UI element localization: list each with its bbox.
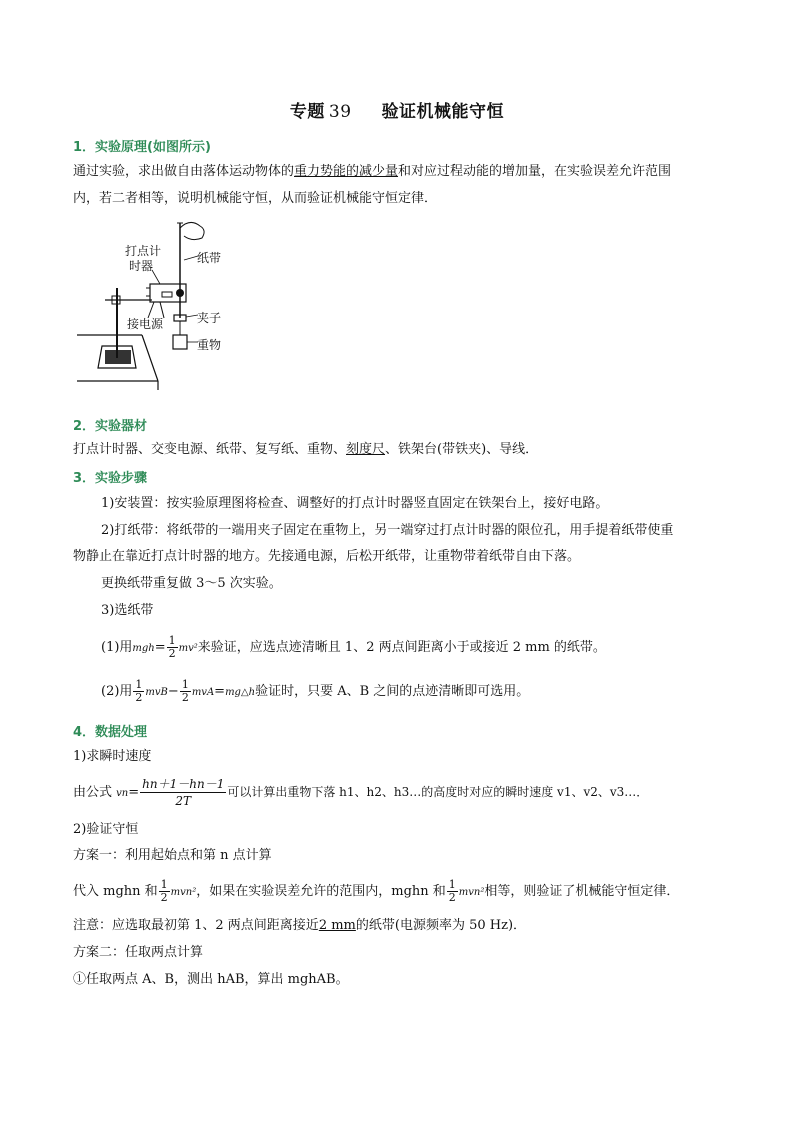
- formula-den: 2T: [175, 794, 192, 808]
- c2-den-2: 2: [181, 691, 189, 704]
- label-tape: 纸带: [197, 251, 222, 265]
- p1-den-1: 2: [160, 891, 168, 904]
- step-2-line-1: 2)打纸带：将纸带的一端用夹子固定在重物上，另一端穿过打点计时器的限位孔，用手提着纸带使重: [101, 523, 674, 538]
- apparatus-diagram: [72, 218, 262, 390]
- s2-text-b: 、铁架台(带铁夹)、导线．: [385, 442, 539, 457]
- sub-2: 2)验证守恒: [73, 822, 139, 837]
- p1-den-2: 2: [448, 891, 456, 904]
- plan-2: 方案二：任取两点计算: [73, 945, 204, 960]
- title-main: 验证机械能守恒: [381, 102, 505, 122]
- s1-underlined: 重力势能的减少量: [294, 164, 399, 179]
- p1-text-a: 代入 mghn 和: [73, 884, 158, 899]
- criterion-1: [101, 632, 761, 665]
- c1-mgh: mgh: [132, 643, 155, 654]
- c2-mvb: mvB: [145, 687, 168, 698]
- c1-eq: =: [154, 640, 166, 655]
- c1-num: 1: [168, 634, 176, 647]
- section-1-heading: 1．实验原理(如图所示): [73, 140, 211, 155]
- page-title: [0, 97, 794, 122]
- formula-fraction: [140, 776, 226, 809]
- step-3: 3)选纸带: [101, 603, 154, 618]
- c1-text: 来验证，应选点迹清晰且 1、2 两点间距离小于或接近 2 mm 的纸带。: [197, 640, 606, 655]
- p1-mvn: mvn²: [170, 887, 197, 898]
- step-2-line-2: 物静止在靠近打点计时器的地方。先接通电源，后松开纸带，让重物带着纸带自由下落。: [73, 549, 581, 564]
- sub-1: 1)求瞬时速度: [73, 749, 152, 764]
- apparatus-drawing: [72, 218, 262, 390]
- repeat-note: 更换纸带重复做 3～5 次实验。: [101, 576, 282, 591]
- c2-prefix: (2)用: [101, 684, 133, 699]
- p1-num-2: 1: [448, 878, 456, 891]
- label-timer-line-2: 时器: [129, 259, 154, 273]
- note: [73, 916, 733, 936]
- c2-num-2: 1: [181, 678, 189, 691]
- formula-text: 可以计算出重物下落 h1、h2、h3…的高度时对应的瞬时速度 v1、v2、v3…．: [227, 785, 649, 799]
- plan-2-step-1: ①任取两点 A、B，测出 hAB，算出 mghAB。: [73, 972, 349, 987]
- s2-underlined: 刻度尺: [346, 442, 386, 457]
- p1-fraction-1: [159, 879, 170, 904]
- section-3-heading: 3．实验步骤: [73, 471, 148, 486]
- note-text-b: 的纸带(电源频率为 50 Hz)．: [355, 918, 527, 933]
- label-weight: 重物: [197, 338, 222, 352]
- title-prefix: 专题: [289, 102, 325, 122]
- c1-mv2: mv²: [178, 643, 198, 654]
- c1-prefix: (1)用: [101, 640, 133, 655]
- c2-minus: −: [167, 684, 179, 699]
- p1-fraction-2: [447, 879, 458, 904]
- plan-1-formula: [73, 876, 753, 909]
- formula-num: hn＋1－hn－1: [142, 777, 225, 791]
- label-timer-line-1: 打点计: [125, 244, 162, 258]
- criterion-2: [101, 676, 761, 709]
- s2-text-a: 打点计时器、交变电源、纸带、复写纸、重物、: [73, 442, 347, 457]
- c2-fraction-1: [133, 679, 144, 704]
- formula-vn: vn: [116, 788, 129, 799]
- note-underlined: 2 mm: [318, 918, 356, 933]
- section-1-line-1: [73, 162, 733, 182]
- c1-den: 2: [168, 647, 176, 660]
- formula-eq: =: [128, 785, 140, 800]
- s1-text-b: 和对应过程动能的增加量，在实验误差允许范围: [398, 164, 672, 179]
- p1-text-c: 相等，则验证了机械能守恒定律．: [484, 884, 680, 899]
- section-2-line: [73, 440, 733, 460]
- s1-text-a: 通过实验，求出做自由落体运动物体的: [73, 164, 295, 179]
- c2-eq: =: [214, 684, 226, 699]
- c2-num-1: 1: [135, 678, 143, 691]
- p1-text-b: ，如果在实验误差允许的范围内，mghn 和: [196, 884, 446, 899]
- formula-prefix: 由公式: [73, 785, 117, 800]
- section-2-heading: 2．实验器材: [73, 419, 148, 434]
- section-4-heading: 4．数据处理: [73, 725, 148, 740]
- c2-mgdh: mg△h: [225, 687, 256, 698]
- c2-den-1: 2: [135, 691, 143, 704]
- c2-text: 验证时，只要 A、B 之间的点迹清晰即可选用。: [255, 684, 530, 699]
- title-number: 39: [328, 102, 352, 122]
- section-1-line-2: 内，若二者相等，说明机械能守恒，从而验证机械能守恒定律．: [73, 191, 438, 206]
- label-power: 接电源: [127, 317, 164, 331]
- step-1: 1)安装置：按实验原理图将检查、调整好的打点计时器竖直固定在铁架台上，接好电路。: [101, 496, 609, 511]
- label-clip: 夹子: [197, 311, 222, 325]
- note-text-a: 注意：应选取最初第 1、2 两点间距离接近: [73, 918, 319, 933]
- p1-mvn-2: mvn²: [458, 887, 485, 898]
- c2-mva: mvA: [191, 687, 215, 698]
- velocity-formula: [73, 772, 753, 814]
- c2-fraction-2: [180, 679, 191, 704]
- plan-1: 方案一：利用起始点和第 n 点计算: [73, 848, 272, 863]
- p1-num-1: 1: [160, 878, 168, 891]
- c1-fraction: [167, 635, 178, 660]
